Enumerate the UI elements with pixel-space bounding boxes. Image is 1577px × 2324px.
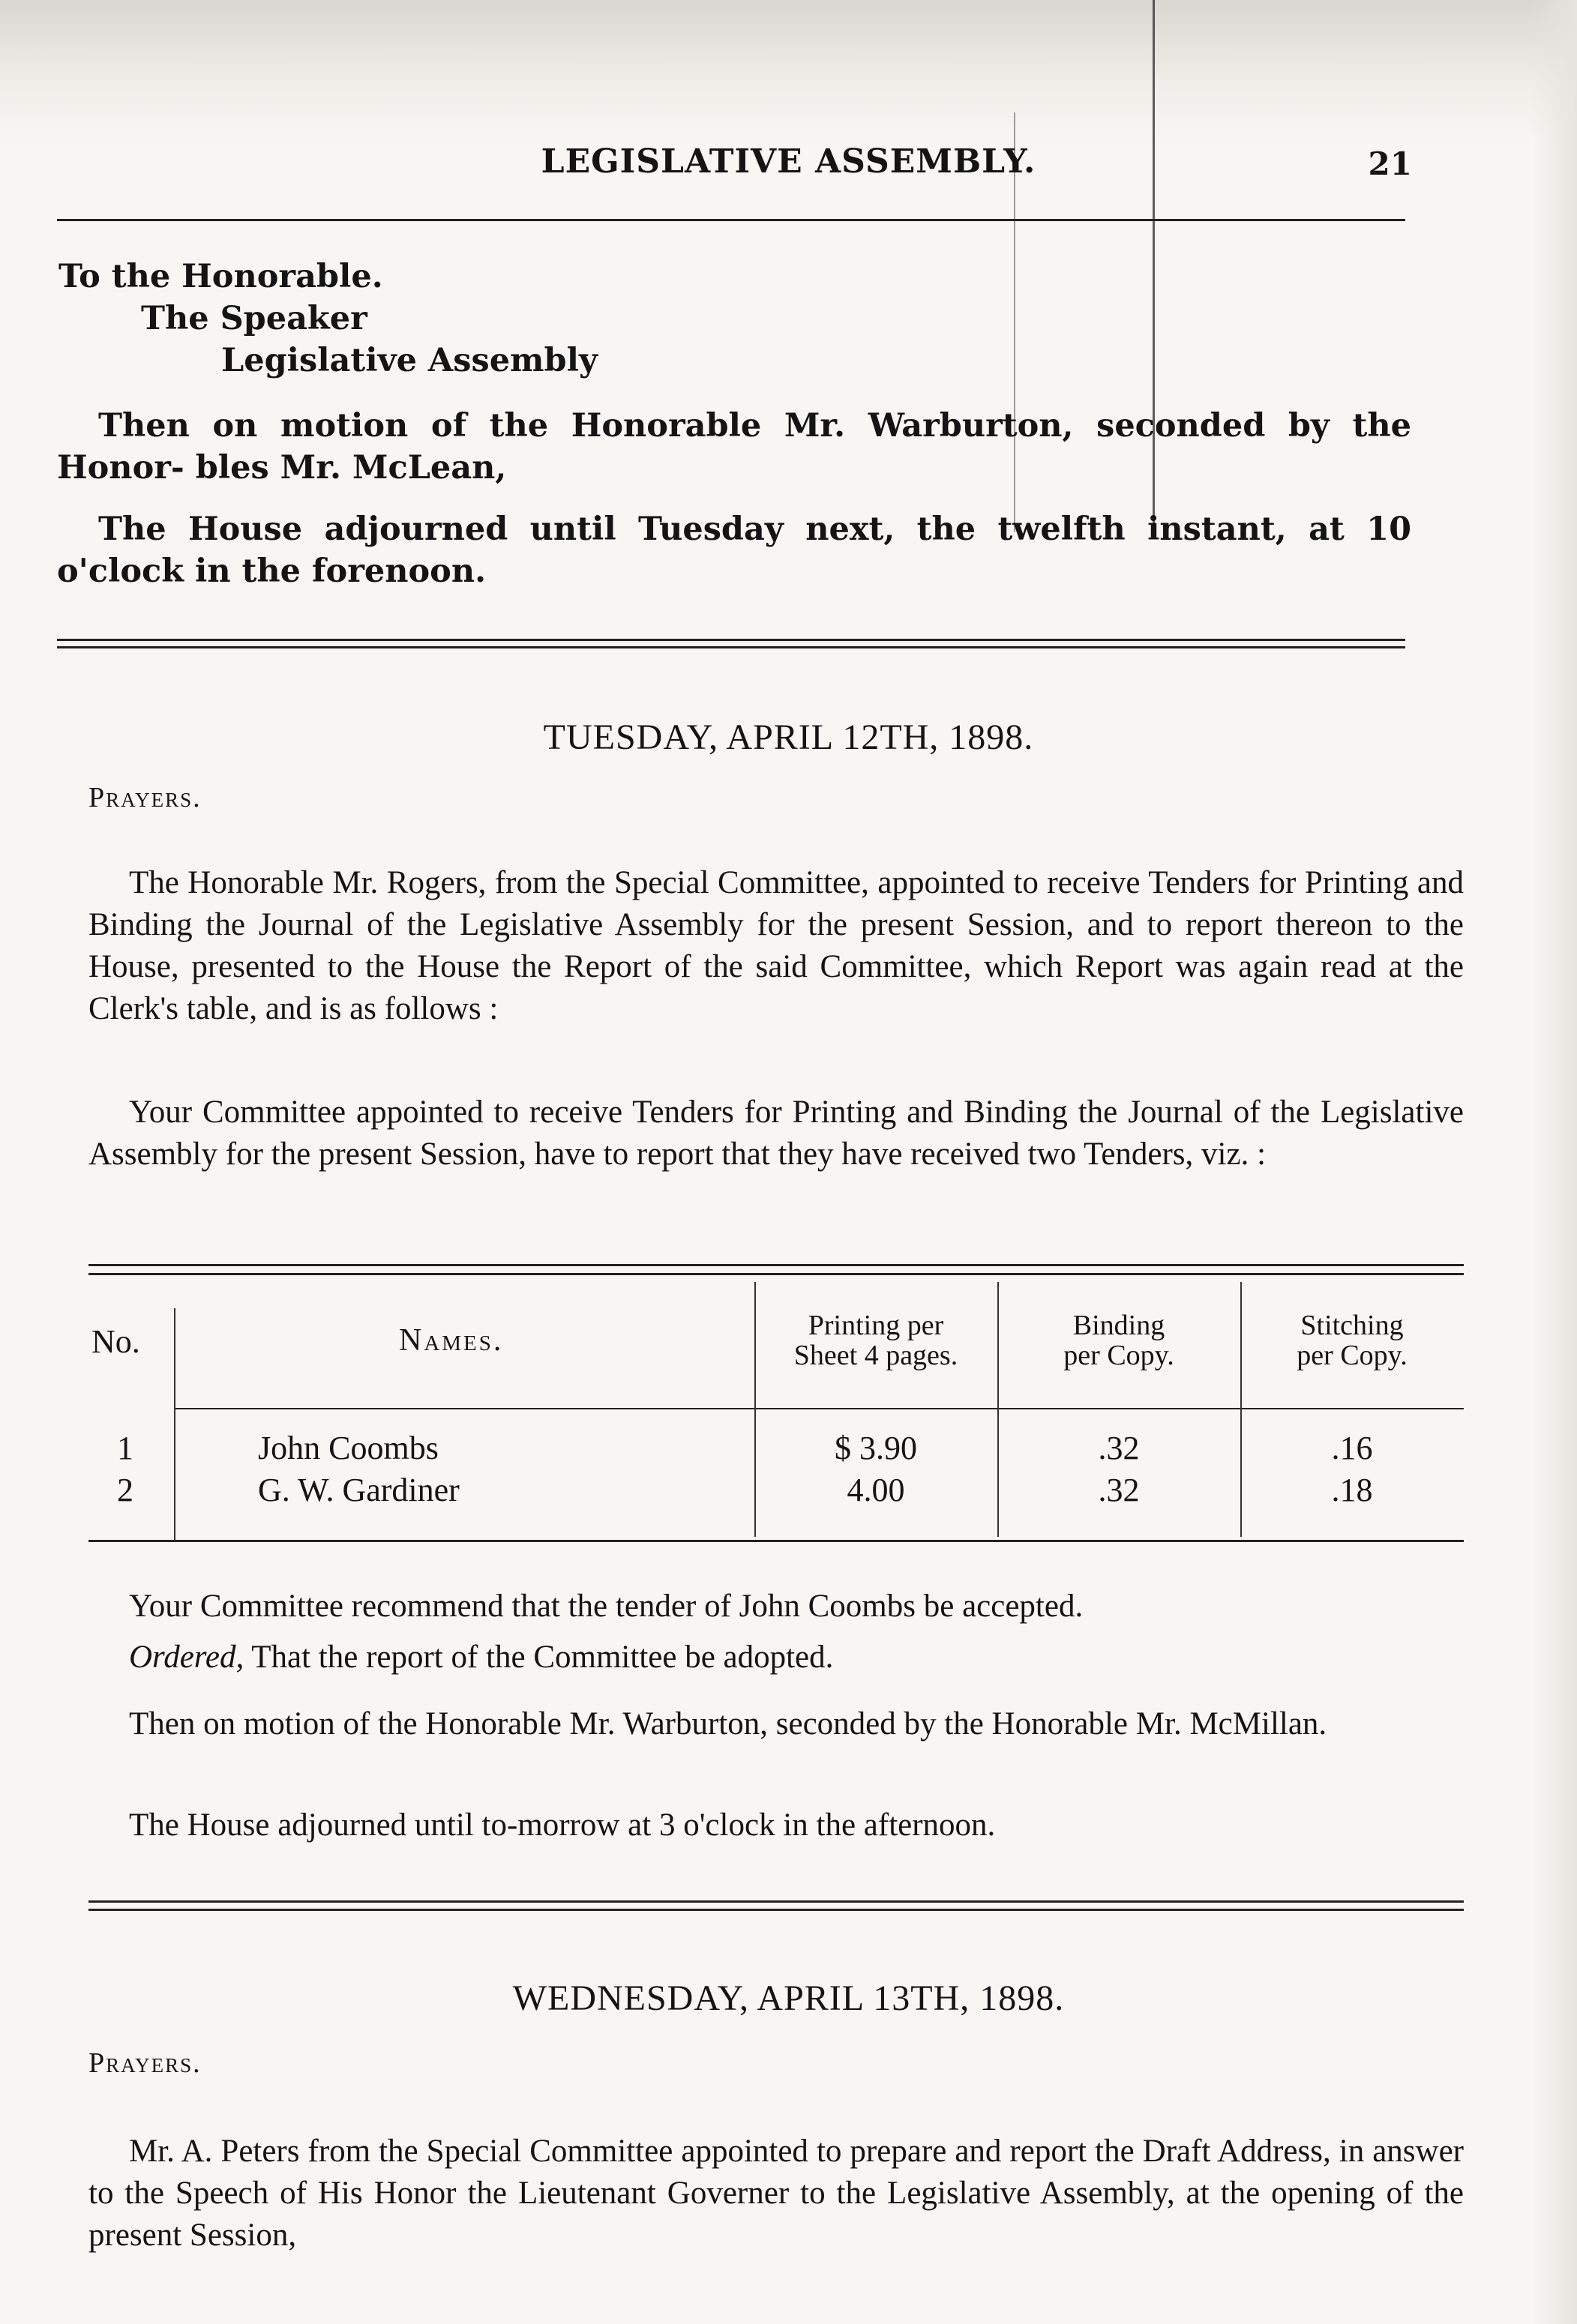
- section-rule-top: [88, 1900, 1464, 1903]
- recommendation-line: Your Committee recommend that the tender of John Coombs be accepted.: [129, 1589, 1084, 1624]
- tuesday-motion-paragraph: Then on motion of the Honorable Mr. Warburton, seconded by the Honorable Mr. McMillan.: [129, 1706, 1327, 1742]
- tuesday-adjourn-line: The House adjourned until to-morrow at 3 o'clock in the afternoon.: [129, 1807, 996, 1843]
- tuesday-prayers: Prayers.: [88, 782, 202, 813]
- row-binding: .32: [1098, 1430, 1140, 1466]
- address-line-2: The Speaker: [141, 300, 367, 337]
- col-header-stitching-line1: Stitching: [1300, 1310, 1404, 1341]
- adjourn-paragraph: The House adjourned until Tuesday next, the twelfth instant, at 10 o'clock in the forenoon.: [57, 511, 1411, 590]
- address-line-1: To the Honorable.: [58, 258, 383, 295]
- row-stitching: .16: [1331, 1430, 1373, 1466]
- table-col-divider-1: [174, 1308, 175, 1540]
- section-rule-top: [57, 639, 1405, 641]
- address-line-3: Legislative Assembly: [221, 342, 598, 379]
- motion-paragraph: Then on motion of the Honorable Mr. Warburton, seconded by the Honor- bles Mr. McLean,: [57, 407, 1411, 487]
- tuesday-date-heading: TUESDAY, APRIL 12TH, 1898.: [543, 717, 1034, 757]
- row-stitching: .18: [1331, 1472, 1373, 1508]
- row-no: 1: [117, 1430, 133, 1466]
- row-printing: $ 3.90: [835, 1430, 917, 1466]
- table-rule-bottom: [88, 1540, 1464, 1542]
- col-header-binding-line1: Binding: [1072, 1310, 1165, 1341]
- wednesday-report-intro: Mr. A. Peters from the Special Committee appointed to prepare and report the Draft Address, in answer to the Speech of His Honor the Lieutenant Governer to the Legislative Assembly, at the opening of the present Session,: [88, 2134, 1464, 2253]
- page-number: 21: [1368, 145, 1412, 182]
- col-header-no: No.: [91, 1323, 140, 1360]
- row-no: 2: [117, 1472, 133, 1508]
- row-name: G. W. Gardiner: [258, 1472, 460, 1508]
- section-rule-bottom: [57, 646, 1405, 648]
- col-header-binding-line2: per Copy.: [1063, 1340, 1174, 1371]
- wednesday-prayers: Prayers.: [88, 2047, 202, 2079]
- table-rule-top-2: [88, 1273, 1464, 1275]
- ordered-text: That the report of the Committee be adopted.: [251, 1640, 834, 1675]
- wednesday-date-heading: WEDNESDAY, APRIL 13TH, 1898.: [512, 1978, 1065, 2018]
- col-header-printing-line2: Sheet 4 pages.: [793, 1340, 958, 1371]
- ordered-label: Ordered,: [129, 1640, 244, 1675]
- col-header-names: Names.: [399, 1323, 504, 1358]
- running-head-title: LEGISLATIVE ASSEMBLY.: [541, 142, 1036, 181]
- row-printing: 4.00: [847, 1472, 905, 1508]
- scan-shadow-right: [1532, 0, 1577, 2324]
- table-rule-top-1: [88, 1264, 1464, 1266]
- ordered-line: [129, 1639, 833, 1676]
- section-rule-bottom: [88, 1909, 1464, 1911]
- row-binding: .32: [1098, 1472, 1140, 1508]
- col-header-stitching-line2: per Copy.: [1297, 1340, 1408, 1371]
- tuesday-report-intro: The Honorable Mr. Rogers, from the Special Committee, appointed to receive Tenders for Printing and Binding the Journal of the Legislative Assembly for the present Session, and to report thereon to the House, presented to the House the Report of the said Committee, which Report was again read at the Clerk's table, and is as follows :: [88, 865, 1464, 1026]
- table-header-rule: [174, 1408, 1464, 1409]
- header-rule: [57, 219, 1405, 221]
- tuesday-report-body: Your Committee appointed to receive Tenders for Printing and Binding the Journal of the Legislative Assembly for the present Session, have to report that they have received two Tenders, viz. :: [88, 1095, 1464, 1172]
- scan-shadow-top: [0, 0, 1577, 142]
- col-header-printing-line1: Printing per: [808, 1310, 944, 1341]
- row-name: John Coombs: [258, 1430, 439, 1466]
